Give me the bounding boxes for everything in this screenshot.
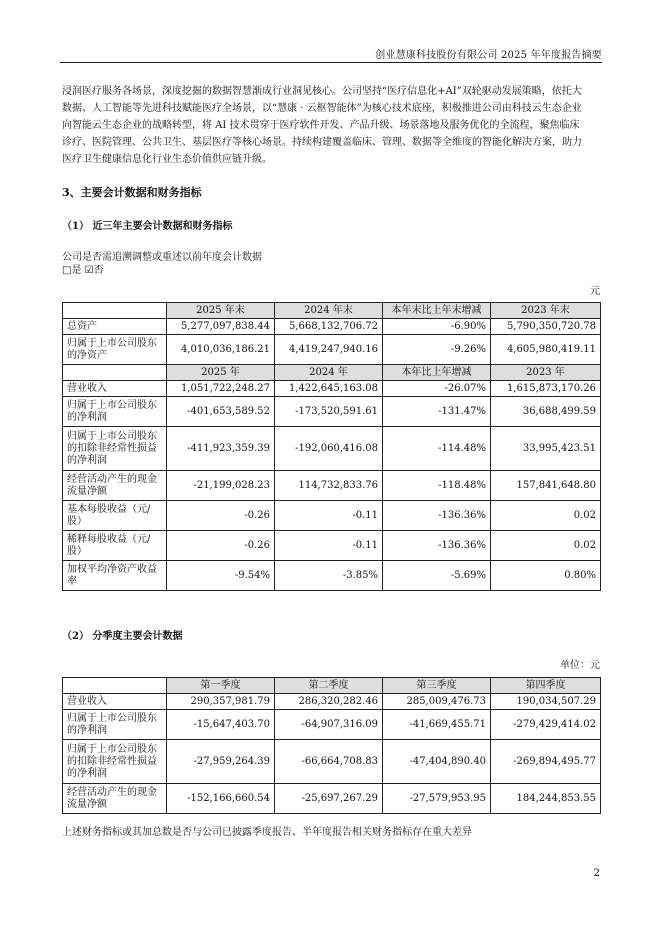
table-header-row	[63, 365, 601, 381]
column-header: 2025 年	[167, 365, 275, 381]
value-cell: -173,520,591.61	[275, 397, 383, 427]
value-cell: -136.36%	[383, 501, 491, 531]
value-cell: 36,688,499.59	[491, 397, 601, 427]
value-cell: -192,060,416.08	[275, 427, 383, 471]
value-cell: 5,277,097,838.44	[167, 319, 275, 335]
table-1-unit: 元	[590, 286, 600, 297]
table-row	[63, 740, 601, 784]
intro-line: 医疗卫生健康信息化行业生态价值供应链升级。	[62, 154, 272, 165]
value-cell: -411,923,359.39	[167, 427, 275, 471]
row-label: 加权平均净资产收益率	[63, 561, 167, 591]
subsection-2-title: （2） 分季度主要会计数据	[62, 631, 183, 642]
intro-line: 向智能云生态企业的战略转型，将 AI 技术贯穿于医疗软件开发、产品升级、场景落地及服务优化的全流程，聚焦临床	[62, 120, 580, 131]
row-label: 营业收入	[63, 381, 167, 397]
value-cell: -41,669,455.71	[383, 710, 491, 740]
header-blank-cell	[63, 678, 167, 694]
value-cell: 184,244,853.55	[491, 784, 601, 814]
footnote: 上述财务指标或其加总数是否与公司已披露季度报告、半年度报告相关财务指标存在重大差异	[62, 827, 472, 838]
value-cell: -131.47%	[383, 397, 491, 427]
page-number: 2	[593, 868, 600, 879]
value-cell: 33,995,423.51	[491, 427, 601, 471]
value-cell: -26.07%	[383, 381, 491, 397]
row-label: 总资产	[63, 319, 167, 335]
value-cell: -0.26	[167, 501, 275, 531]
row-label: 归属于上市公司股东的扣除非经常性损益的净利润	[63, 740, 167, 784]
restate-answer: □是 ☑否	[62, 265, 104, 276]
table-row	[63, 694, 601, 710]
row-label: 归属于上市公司股东的净资产	[63, 335, 167, 365]
row-label: 经营活动产生的现金流量净额	[63, 784, 167, 814]
value-cell: 157,841,648.80	[491, 471, 601, 501]
value-cell: -27,959,264.39	[167, 740, 275, 784]
value-cell: -279,429,414.02	[491, 710, 601, 740]
value-cell: -114.48%	[383, 427, 491, 471]
value-cell: -21,199,028.23	[167, 471, 275, 501]
table-row	[63, 531, 601, 561]
value-cell: -64,907,316.09	[275, 710, 383, 740]
column-header: 第三季度	[383, 678, 491, 694]
value-cell: -0.26	[167, 531, 275, 561]
value-cell: 1,615,873,170.26	[491, 381, 601, 397]
value-cell: -118.48%	[383, 471, 491, 501]
value-cell: -27,579,953.95	[383, 784, 491, 814]
column-header: 第二季度	[275, 678, 383, 694]
value-cell: 4,010,036,186.21	[167, 335, 275, 365]
value-cell: 5,668,132,706.72	[275, 319, 383, 335]
value-cell: 4,605,980,419.11	[491, 335, 601, 365]
value-cell: -401,653,589.52	[167, 397, 275, 427]
value-cell: -136.36%	[383, 531, 491, 561]
table-header-row	[63, 678, 601, 694]
value-cell: 0.02	[491, 531, 601, 561]
table-row	[63, 784, 601, 814]
intro-line: 诊疗、医院管理、公共卫生、基层医疗等核心场景。持续构建覆盖临床、管理、数据等全维度的智能化解决方案，助力	[62, 137, 582, 148]
column-header: 第一季度	[167, 678, 275, 694]
row-label: 稀释每股收益（元/股）	[63, 531, 167, 561]
value-cell: 190,034,507.29	[491, 694, 601, 710]
intro-line: 数据、人工智能等先进科技赋能医疗全场景，以“慧康 · 云枢智能体”为核心技术底座，积极推进公司由科技云生态企业	[62, 103, 582, 114]
value-cell: -0.11	[275, 531, 383, 561]
column-header: 2024 年	[275, 365, 383, 381]
column-header: 2025 年末	[167, 303, 275, 319]
row-label: 营业收入	[63, 694, 167, 710]
row-label: 经营活动产生的现金流量净额	[63, 471, 167, 501]
value-cell: -9.54%	[167, 561, 275, 591]
table-row	[63, 397, 601, 427]
table-row	[63, 427, 601, 471]
value-cell: 285,009,476.73	[383, 694, 491, 710]
table-row	[63, 501, 601, 531]
column-header: 第四季度	[491, 678, 601, 694]
row-label: 归属于上市公司股东的净利润	[63, 710, 167, 740]
value-cell: -5.69%	[383, 561, 491, 591]
value-cell: 0.80%	[491, 561, 601, 591]
column-header: 2023 年末	[491, 303, 601, 319]
row-label: 归属于上市公司股东的净利润	[63, 397, 167, 427]
table-2-unit: 单位：元	[560, 660, 600, 671]
value-cell: -66,664,708.83	[275, 740, 383, 784]
header-rule	[60, 62, 602, 63]
column-header: 2024 年末	[275, 303, 383, 319]
value-cell: -269,894,495.77	[491, 740, 601, 784]
column-header: 2023 年	[491, 365, 601, 381]
value-cell: -25,697,267.29	[275, 784, 383, 814]
intro-paragraph	[62, 83, 600, 168]
value-cell: 4,419,247,940.16	[275, 335, 383, 365]
value-cell: 0.02	[491, 501, 601, 531]
section-3-title: 3、主要会计数据和财务指标	[62, 186, 202, 199]
three-year-financial-table	[62, 302, 601, 591]
table-row	[63, 335, 601, 365]
value-cell: -15,647,403.70	[167, 710, 275, 740]
subsection-1-title: （1） 近三年主要会计数据和财务指标	[62, 221, 233, 232]
value-cell: -152,166,660.54	[167, 784, 275, 814]
value-cell: -3.85%	[275, 561, 383, 591]
value-cell: -9.26%	[383, 335, 491, 365]
value-cell: 5,790,350,720.78	[491, 319, 601, 335]
header-blank-cell	[63, 303, 167, 319]
intro-line: 浸润医疗服务各场景，深度挖掘的数据智慧渐成行业洞见核心。公司坚持“医疗信息化+AI”双轮驱动发展策略，依托大	[62, 86, 582, 97]
value-cell: 1,422,645,163.08	[275, 381, 383, 397]
value-cell: 114,732,833.76	[275, 471, 383, 501]
column-header: 本年末比上年末增减	[383, 303, 491, 319]
row-label: 基本每股收益（元/股）	[63, 501, 167, 531]
table-row	[63, 381, 601, 397]
running-header: 创业慧康科技股份有限公司 2025 年年度报告摘要	[375, 50, 602, 61]
restate-question: 公司是否需追溯调整或重述以前年度会计数据	[62, 252, 262, 263]
table-row	[63, 561, 601, 591]
table-row	[63, 319, 601, 335]
table-row	[63, 471, 601, 501]
header-blank-cell	[63, 365, 167, 381]
value-cell: 1,051,722,248.27	[167, 381, 275, 397]
value-cell: -6.90%	[383, 319, 491, 335]
column-header: 本年比上年增减	[383, 365, 491, 381]
value-cell: -47,404,890.40	[383, 740, 491, 784]
table-row	[63, 710, 601, 740]
value-cell: 290,357,981.79	[167, 694, 275, 710]
row-label: 归属于上市公司股东的扣除非经常性损益的净利润	[63, 427, 167, 471]
value-cell: 286,320,282.46	[275, 694, 383, 710]
table-header-row	[63, 303, 601, 319]
value-cell: -0.11	[275, 501, 383, 531]
quarterly-financial-table	[62, 677, 601, 814]
